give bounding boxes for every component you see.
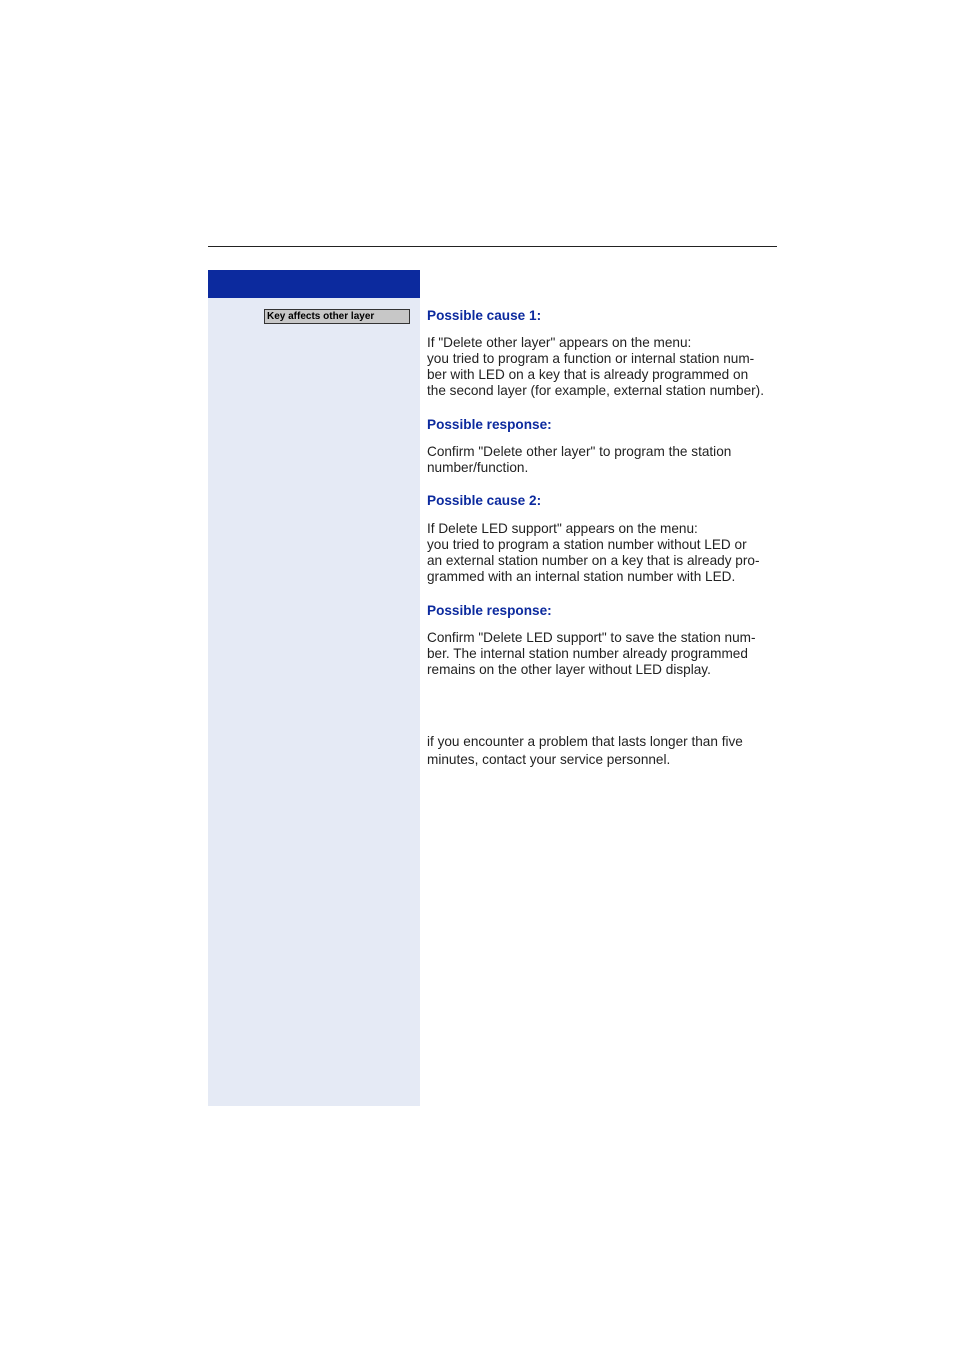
header-rule bbox=[208, 246, 777, 247]
display-text-box: Key affects other layer bbox=[264, 309, 410, 324]
text-line: If Delete LED support" appears on the menu: bbox=[427, 521, 698, 536]
text-line: Confirm "Delete other layer" to program the station bbox=[427, 444, 732, 459]
sidebar-header-bar bbox=[208, 270, 420, 298]
text-line: you tried to program a function or internal station num- bbox=[427, 351, 755, 366]
text-line: If "Delete other layer" appears on the menu: bbox=[427, 335, 692, 350]
left-sidebar bbox=[208, 270, 420, 1106]
text-line: grammed with an internal station number with LED. bbox=[427, 569, 736, 584]
section-heading-response-1: Possible response: bbox=[427, 417, 552, 432]
service-note bbox=[427, 733, 779, 769]
text-line: Confirm "Delete LED support" to save the station num- bbox=[427, 630, 756, 645]
text-line: remains on the other layer without LED display. bbox=[427, 662, 711, 677]
text-line: ber. The internal station number already programmed bbox=[427, 646, 748, 661]
section-body-response-2 bbox=[427, 630, 779, 678]
section-body-response-1 bbox=[427, 444, 779, 476]
section-heading-cause-1: Possible cause 1: bbox=[427, 308, 542, 323]
text-line: you tried to program a station number without LED or bbox=[427, 537, 747, 552]
section-heading-cause-2: Possible cause 2: bbox=[427, 493, 542, 508]
text-line: an external station number on a key that is already pro- bbox=[427, 553, 760, 568]
section-body-cause-2 bbox=[427, 521, 779, 585]
text-line: the second layer (for example, external station number). bbox=[427, 383, 764, 398]
text-line: if you encounter a problem that lasts longer than five bbox=[427, 734, 743, 749]
text-line: minutes, contact your service personnel. bbox=[427, 752, 671, 767]
section-body-cause-1 bbox=[427, 335, 779, 399]
text-line: number/function. bbox=[427, 460, 529, 475]
text-line: ber with LED on a key that is already programmed on bbox=[427, 367, 749, 382]
section-heading-response-2: Possible response: bbox=[427, 603, 552, 618]
